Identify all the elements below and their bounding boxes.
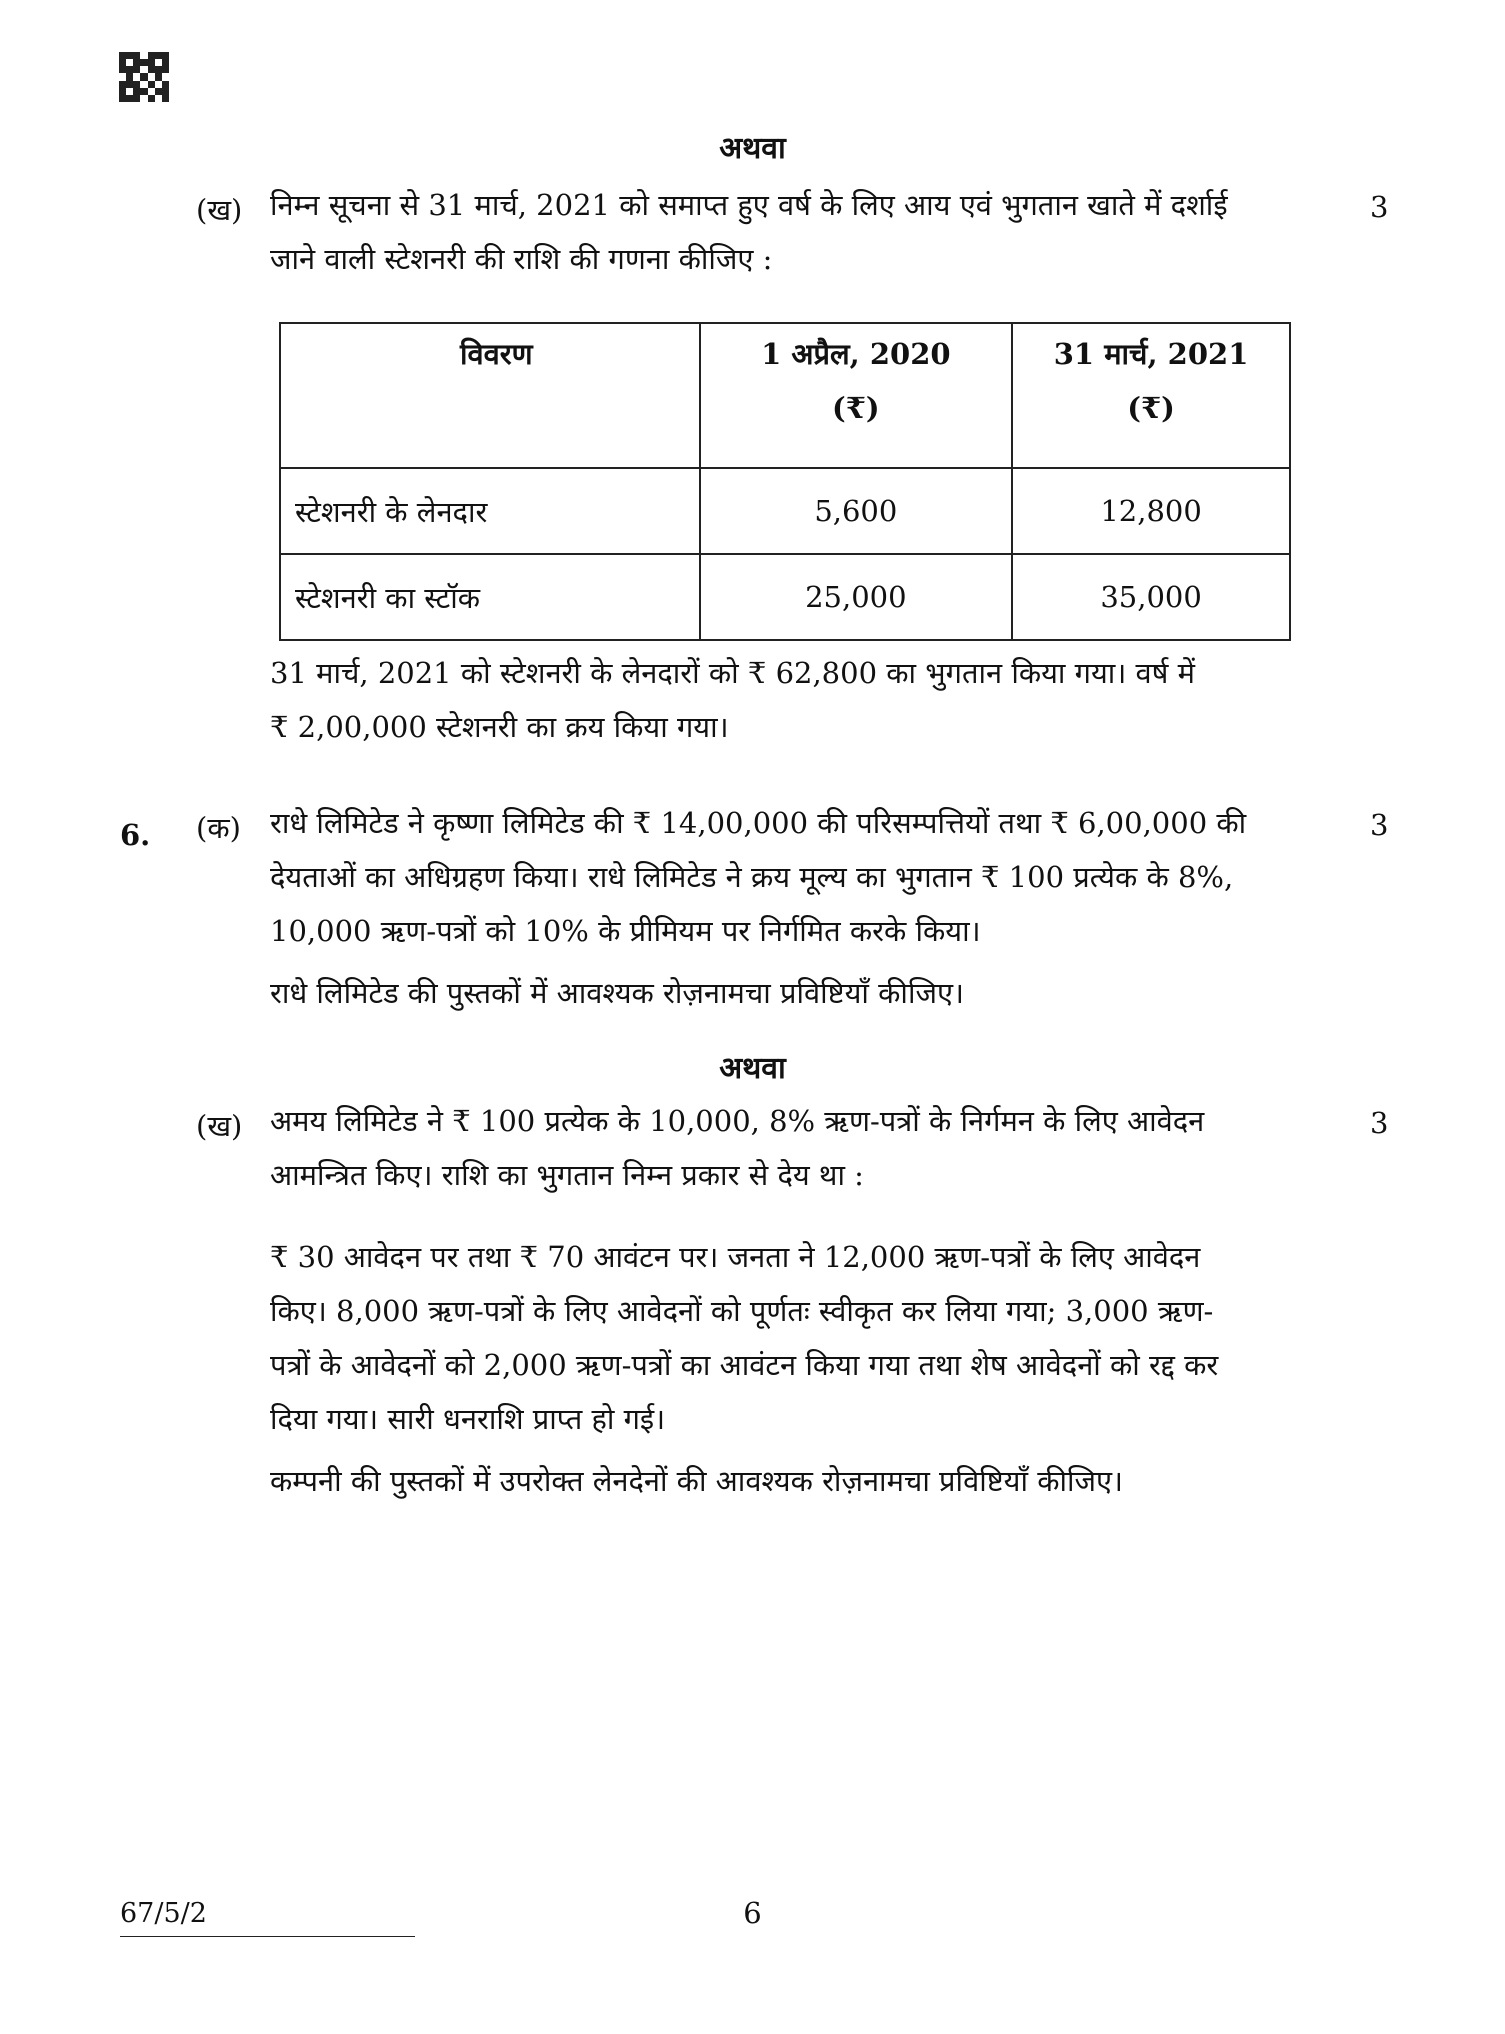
table-header-row	[280, 323, 1290, 468]
question-text	[270, 1094, 1204, 1202]
text-line: जाने वाली स्टेशनरी की राशि की गणना कीजिए :	[270, 242, 773, 276]
page-number: 6	[743, 1896, 762, 1930]
text-line: निम्न सूचना से 31 मार्च, 2021 को समाप्त हुए वर्ष के लिए आय एवं भुगतान खाते में दर्शाई	[270, 188, 1228, 222]
table-row	[280, 554, 1290, 640]
subquestion-label: (ख)	[196, 193, 243, 227]
currency-unit: (₹)	[1127, 391, 1175, 425]
table-cell: स्टेशनरी के लेनदार	[280, 468, 700, 554]
or-heading: अथवा	[719, 131, 786, 166]
currency-unit: (₹)	[832, 391, 880, 425]
text-line: राधे लिमिटेड ने कृष्णा लिमिटेड की ₹ 14,00,000 की परिसम्पत्तियों तथा ₹ 6,00,000 की	[270, 806, 1247, 840]
table-cell: 25,000	[700, 554, 1013, 640]
question-note	[270, 646, 1195, 754]
text-line: 31 मार्च, 2021 को स्टेशनरी के लेनदारों को ₹ 62,800 का भुगतान किया गया। वर्ष में	[270, 656, 1195, 690]
marks: 3	[1370, 808, 1389, 842]
qr-code	[119, 52, 169, 102]
table-cell: 5,600	[700, 468, 1013, 554]
question-paragraph	[270, 1230, 1218, 1508]
subquestion-label: (ख)	[196, 1109, 243, 1143]
paper-code: 67/5/2	[120, 1898, 207, 1929]
subquestion-label: (क)	[196, 811, 241, 845]
question-number: 6.	[120, 818, 151, 852]
text-line: पत्रों के आवेदनों को 2,000 ऋण-पत्रों का आवंटन किया गया तथा शेष आवेदनों को रद्द कर	[270, 1348, 1219, 1382]
table-row	[280, 468, 1290, 554]
footer-rule	[120, 1936, 415, 1937]
text-line: कम्पनी की पुस्तकों में उपरोक्त लेनदेनों की आवश्यक रोज़नामचा प्रविष्टियाँ कीजिए।	[270, 1464, 1124, 1498]
marks: 3	[1370, 190, 1389, 224]
table-cell: 12,800	[1012, 468, 1290, 554]
text-line: देयताओं का अधिग्रहण किया। राधे लिमिटेड ने क्रय मूल्य का भुगतान ₹ 100 प्रत्येक के 8%,	[270, 860, 1234, 894]
text-line: दिया गया। सारी धनराशि प्राप्त हो गई।	[270, 1402, 666, 1436]
text-line: राधे लिमिटेड की पुस्तकों में आवश्यक रोज़नामचा प्रविष्टियाँ कीजिए।	[270, 976, 964, 1010]
question-text	[270, 796, 1246, 1020]
text-line: किए। 8,000 ऋण-पत्रों के लिए आवेदनों को पूर्णतः स्वीकृत कर लिया गया; 3,000 ऋण-	[270, 1294, 1214, 1328]
text-line: 10,000 ऋण-पत्रों को 10% के प्रीमियम पर निर्गमित करके किया।	[270, 914, 981, 948]
table-cell: स्टेशनरी का स्टॉक	[280, 554, 700, 640]
text-line: ₹ 30 आवेदन पर तथा ₹ 70 आवंटन पर। जनता ने 12,000 ऋण-पत्रों के लिए आवेदन	[270, 1240, 1201, 1274]
marks: 3	[1370, 1106, 1389, 1140]
text-line: आमन्त्रित किए। राशि का भुगतान निम्न प्रकार से देय था :	[270, 1158, 864, 1192]
text-line: ₹ 2,00,000 स्टेशनरी का क्रय किया गया।	[270, 710, 729, 744]
table-header: विवरण	[280, 323, 700, 468]
table-header: 1 अप्रैल, 2020 (₹)	[700, 323, 1013, 468]
or-heading: अथवा	[719, 1051, 786, 1086]
table-cell: 35,000	[1012, 554, 1290, 640]
stationery-table	[279, 322, 1291, 641]
question-text	[270, 178, 1228, 286]
text-line: अमय लिमिटेड ने ₹ 100 प्रत्येक के 10,000, 8% ऋण-पत्रों के निर्गमन के लिए आवेदन	[270, 1104, 1205, 1138]
table-header: 31 मार्च, 2021 (₹)	[1012, 323, 1290, 468]
